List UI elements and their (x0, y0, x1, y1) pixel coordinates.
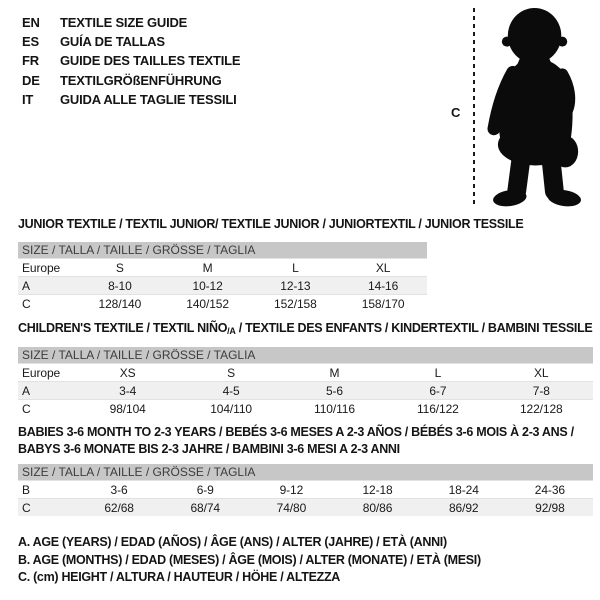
size-cell: L (386, 364, 489, 382)
table-row-age-months (18, 481, 593, 499)
junior-table-title: JUNIOR TEXTILE / TEXTIL JUNIOR/ TEXTILE JUNIOR / JUNIORTEXTIL / JUNIOR TESSILE (18, 217, 524, 231)
row-label: C (18, 295, 76, 313)
size-cell: S (179, 364, 282, 382)
size-cell: 62/68 (76, 499, 162, 517)
language-title: GUIDE DES TAILLES TEXTILE (60, 53, 241, 69)
size-cell: 14-16 (339, 277, 427, 295)
table-row-age (18, 382, 593, 400)
size-cell: M (283, 364, 386, 382)
size-cell: 24-36 (507, 481, 593, 499)
height-dimension-line (473, 8, 475, 206)
language-title: TEXTILE SIZE GUIDE (60, 15, 188, 30)
row-label: Europe (18, 364, 76, 382)
size-cell: 12-18 (334, 481, 420, 499)
junior-size-table (18, 242, 427, 312)
language-title: TEXTILGRÖßENFÜHRUNG (60, 72, 222, 88)
language-title: GUÍA DE TALLAS (60, 34, 165, 50)
size-cell: 6-7 (386, 382, 489, 400)
babies-table-title (18, 424, 574, 458)
table-row-height (18, 400, 593, 418)
baby-silhouette-image (483, 3, 597, 211)
size-cell: 86/92 (421, 499, 507, 517)
babies-title-line2: BABYS 3-6 MONATE BIS 2-3 JAHRE / BAMBINI 3-6 MESI A 2-3 ANNI (18, 442, 400, 456)
language-row-it (22, 90, 240, 109)
language-title: GUIDA ALLE TAGLIE TESSILI (60, 91, 237, 107)
children-table-title (18, 320, 592, 340)
size-cell: 98/104 (76, 400, 179, 418)
language-code: ES (22, 34, 39, 50)
language-row-es (22, 32, 240, 51)
size-cell: 68/74 (162, 499, 248, 517)
size-cell: 128/140 (76, 295, 164, 313)
size-cell: 152/158 (252, 295, 340, 313)
table-row-height (18, 295, 427, 313)
size-cell: 122/128 (490, 400, 593, 418)
size-cell: 18-24 (421, 481, 507, 499)
height-dimension-label: C (451, 105, 461, 120)
size-header-bar (18, 464, 593, 481)
babies-size-table (18, 464, 593, 516)
size-cell: 80/86 (334, 499, 420, 517)
row-label: A (18, 382, 76, 400)
table-row-age (18, 277, 427, 295)
size-cell: 5-6 (283, 382, 386, 400)
row-label: A (18, 277, 76, 295)
size-cell: 12-13 (252, 277, 340, 295)
legend-notes (18, 534, 481, 587)
language-code: EN (22, 15, 40, 30)
note-age-months: B. AGE (MONTHS) / EDAD (MESES) / ÂGE (MOIS) / ALTER (MONATE) / ETÀ (MESI) (18, 552, 481, 567)
size-cell: 104/110 (179, 400, 282, 418)
table-row-europe (18, 364, 593, 382)
size-cell: XS (76, 364, 179, 382)
children-title-sub: /A (227, 326, 236, 336)
size-cell: 92/98 (507, 499, 593, 517)
size-cell: 74/80 (248, 499, 334, 517)
size-cell: 9-12 (248, 481, 334, 499)
size-cell: 116/122 (386, 400, 489, 418)
row-label: Europe (18, 259, 76, 277)
row-label: C (18, 499, 76, 517)
language-list (22, 13, 240, 109)
size-cell: 3-6 (76, 481, 162, 499)
size-cell: S (76, 259, 164, 277)
size-header-label: SIZE / TALLA / TAILLE / GRÖSSE / TAGLIA (18, 347, 593, 364)
children-size-table (18, 347, 593, 417)
size-header-label: SIZE / TALLA / TAILLE / GRÖSSE / TAGLIA (18, 464, 593, 481)
size-cell: 140/152 (164, 295, 252, 313)
language-code: IT (22, 91, 34, 107)
note-age-years: A. AGE (YEARS) / EDAD (AÑOS) / ÂGE (ANS) / ALTER (JAHRE) / ETÀ (ANNI) (18, 535, 447, 549)
row-label: B (18, 481, 76, 499)
size-cell: XL (490, 364, 593, 382)
size-cell: 158/170 (339, 295, 427, 313)
language-row-de (22, 71, 240, 90)
children-title-after: / TEXTILE DES ENFANTS / KINDERTEXTIL / BAMBINI TESSILE (235, 321, 593, 335)
size-header-bar (18, 242, 427, 259)
size-cell: 6-9 (162, 481, 248, 499)
children-title-before: CHILDREN'S TEXTILE / TEXTIL NIÑO (18, 321, 228, 335)
language-code: FR (22, 53, 39, 69)
size-header-bar (18, 347, 593, 364)
size-cell: L (252, 259, 340, 277)
language-row-en (22, 13, 240, 32)
size-cell: 110/116 (283, 400, 386, 418)
size-cell: 8-10 (76, 277, 164, 295)
table-row-height (18, 499, 593, 517)
size-cell: 4-5 (179, 382, 282, 400)
babies-title-line1: BABIES 3-6 MONTH TO 2-3 YEARS / BEBÉS 3-6 MESES A 2-3 AÑOS / BÉBÉS 3-6 MOIS À 2-3 ANS / (18, 425, 574, 439)
row-label: C (18, 400, 76, 418)
size-cell: 7-8 (490, 382, 593, 400)
size-cell: M (164, 259, 252, 277)
size-header-label: SIZE / TALLA / TAILLE / GRÖSSE / TAGLIA (18, 242, 427, 259)
language-row-fr (22, 51, 240, 70)
language-code: DE (22, 72, 40, 88)
size-cell: 10-12 (164, 277, 252, 295)
note-height: C. (cm) HEIGHT / ALTURA / HAUTEUR / HÖHE / ALTEZZA (18, 570, 341, 585)
table-row-europe (18, 259, 427, 277)
size-cell: XL (339, 259, 427, 277)
size-cell: 3-4 (76, 382, 179, 400)
